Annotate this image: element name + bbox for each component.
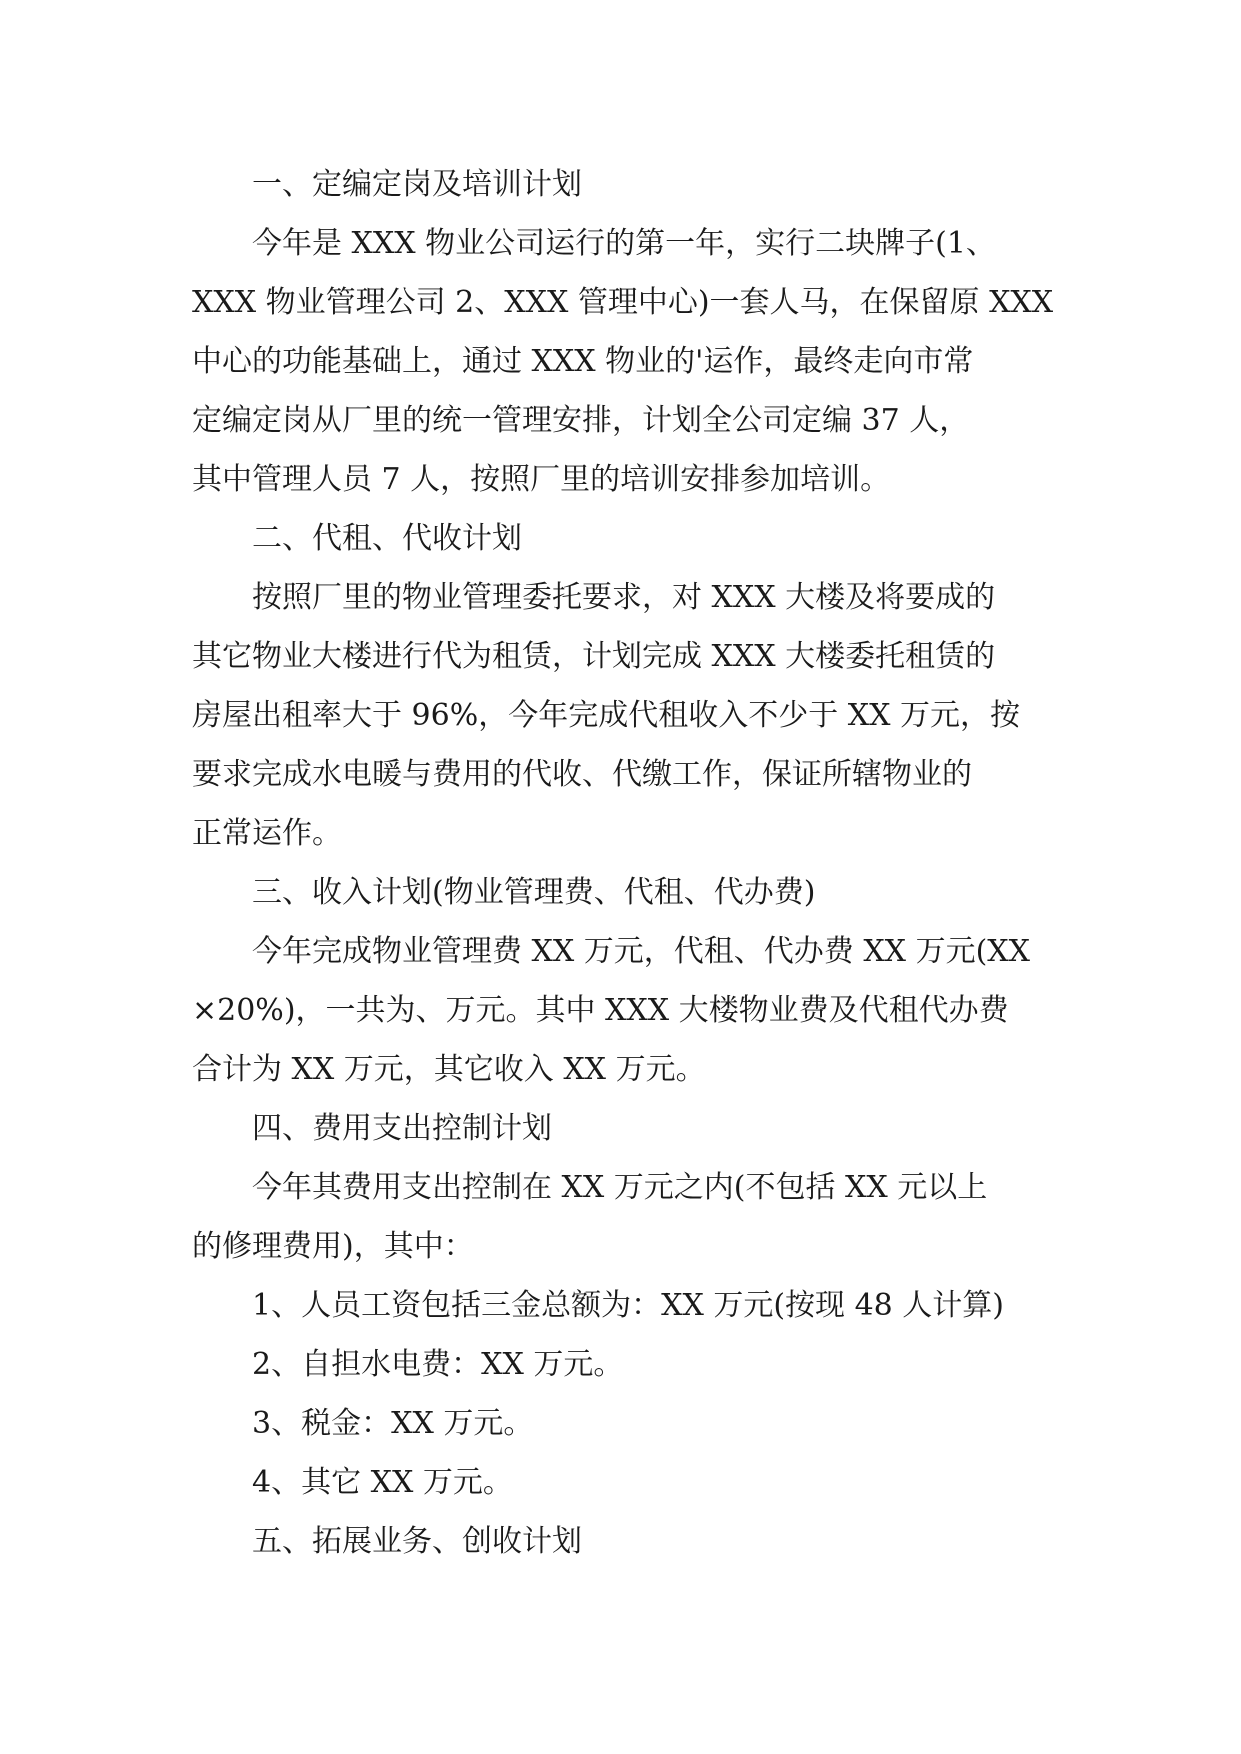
paragraph-line: 今年其费用支出控制在 XX 万元之内(不包括 XX 元以上 xyxy=(252,1170,988,1205)
list-item: 3、税金：XX 万元。 xyxy=(252,1406,534,1441)
heading-section-1: 一、定编定岗及培训计划 xyxy=(252,167,582,202)
paragraph-line: 房屋出租率大于 96%，今年完成代租收入不少于 XX 万元，按 xyxy=(192,698,1021,733)
paragraph-line: 其它物业大楼进行代为租赁，计划完成 XXX 大楼委托租赁的 xyxy=(192,639,996,674)
list-item: 4、其它 XX 万元。 xyxy=(252,1465,513,1500)
heading-section-2: 二、代租、代收计划 xyxy=(252,521,522,556)
paragraph-line: 今年完成物业管理费 XX 万元，代租、代办费 XX 万元(XX xyxy=(252,934,1030,969)
paragraph-line: 中心的功能基础上，通过 XXX 物业的'运作，最终走向市常 xyxy=(192,344,974,379)
paragraph-line: 今年是 XXX 物业公司运行的第一年，实行二块牌子(1、 xyxy=(252,226,996,261)
paragraph-line: 定编定岗从厂里的统一管理安排，计划全公司定编 37 人， xyxy=(192,403,970,438)
paragraph-line: 合计为 XX 万元，其它收入 XX 万元。 xyxy=(192,1052,706,1087)
document-body xyxy=(192,155,1052,1571)
paragraph-line: ×20%)，一共为、万元。其中 XXX 大楼物业费及代租代办费 xyxy=(192,993,1009,1028)
heading-section-4: 四、费用支出控制计划 xyxy=(252,1111,552,1146)
list-item: 2、自担水电费：XX 万元。 xyxy=(252,1347,624,1382)
paragraph-line: 其中管理人员 7 人，按照厂里的培训安排参加培训。 xyxy=(192,462,891,497)
paragraph-line: 按照厂里的物业管理委托要求，对 XXX 大楼及将要成的 xyxy=(252,580,996,615)
paragraph-line: 正常运作。 xyxy=(192,816,342,851)
paragraph-line: XXX 物业管理公司 2、XXX 管理中心)一套人马，在保留原 XXX xyxy=(192,285,1054,320)
paragraph-line: 的修理费用)，其中： xyxy=(192,1229,474,1264)
heading-section-5: 五、拓展业务、创收计划 xyxy=(252,1524,582,1559)
heading-section-3: 三、收入计划(物业管理费、代租、代办费) xyxy=(252,875,816,910)
paragraph-line: 要求完成水电暖与费用的代收、代缴工作，保证所辖物业的 xyxy=(192,757,972,792)
list-item: 1、人员工资包括三金总额为：XX 万元(按现 48 人计算) xyxy=(252,1288,1004,1323)
